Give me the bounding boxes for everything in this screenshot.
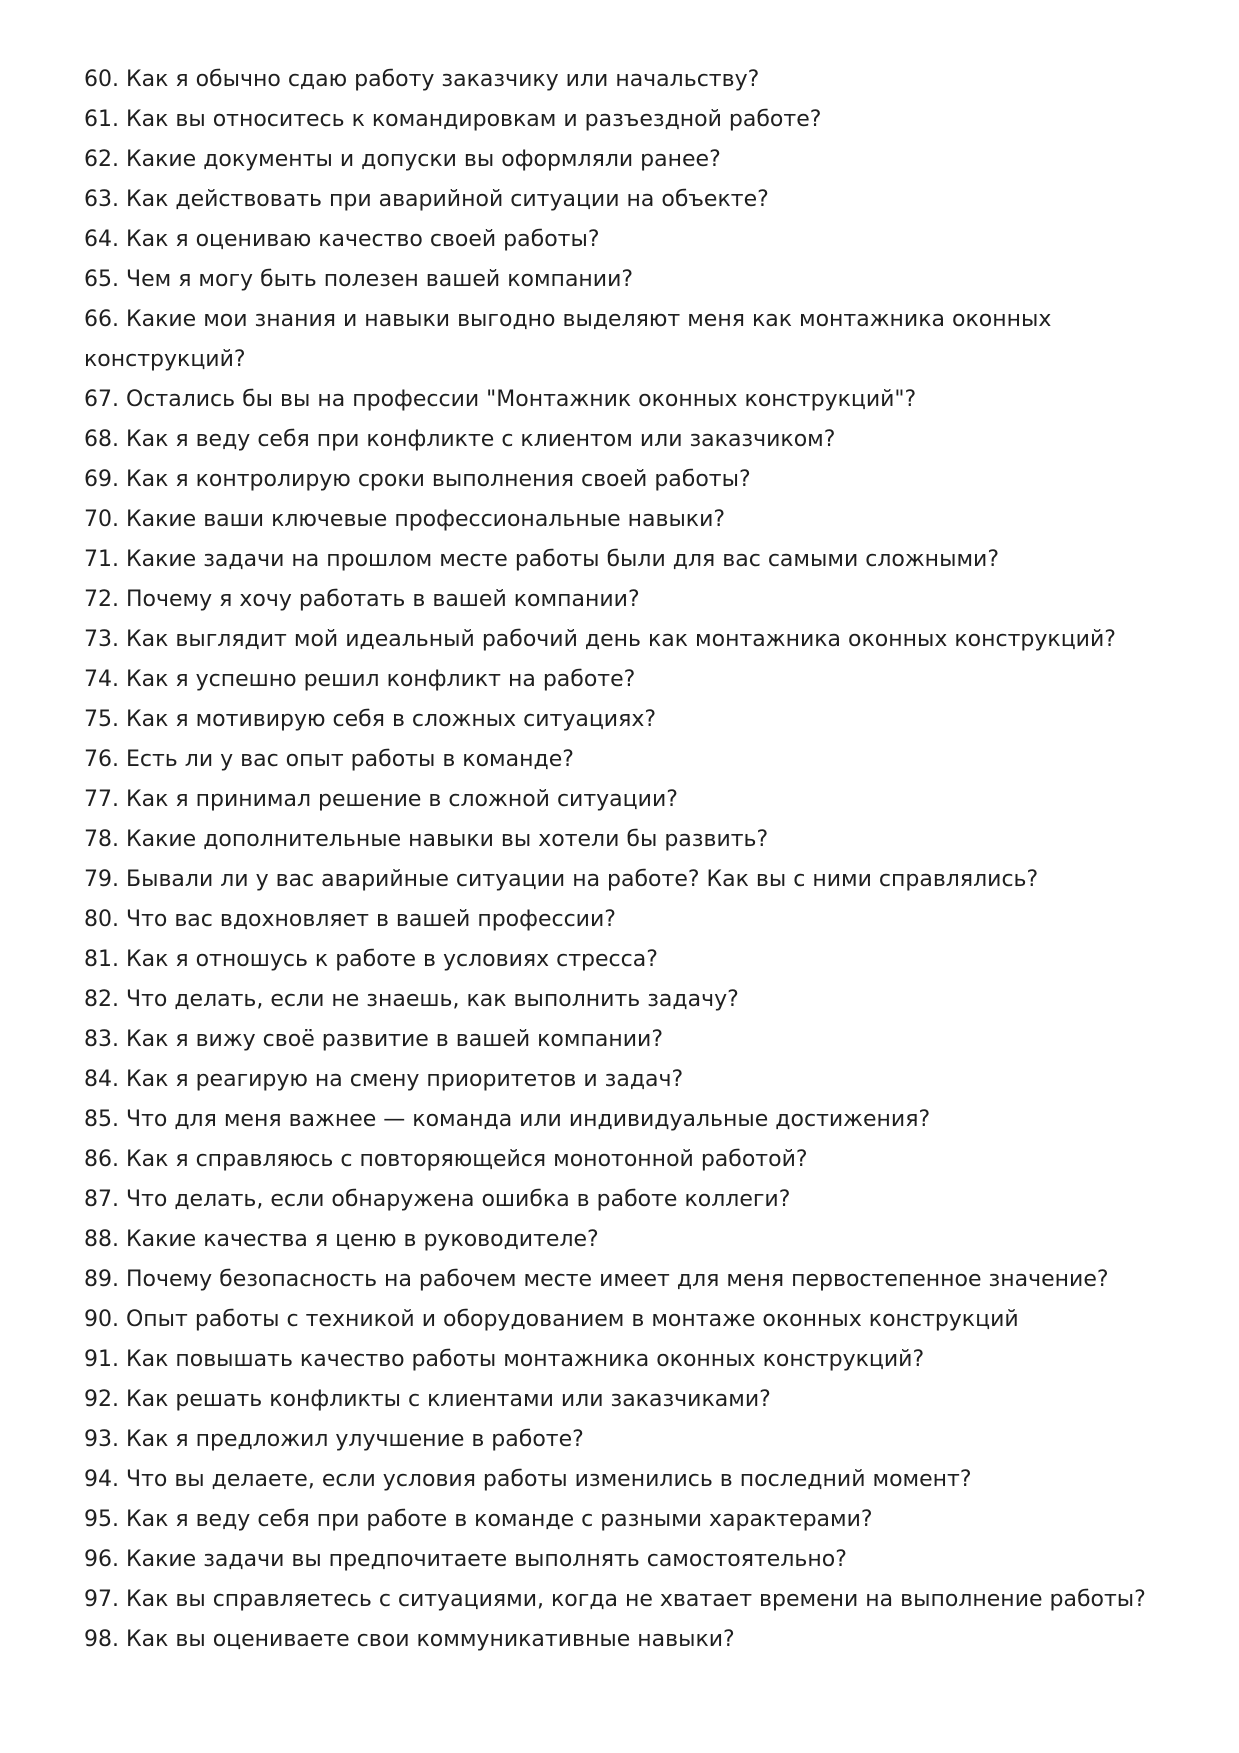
question-item: 80. Что вас вдохновляет в вашей профессии? bbox=[84, 907, 616, 932]
question-item: 89. Почему безопасность на рабочем месте имеет для меня первостепенное значение? bbox=[84, 1267, 1109, 1292]
question-item: 75. Как я мотивирую себя в сложных ситуациях? bbox=[84, 707, 657, 732]
question-item: 86. Как я справляюсь с повторяющейся монотонной работой? bbox=[84, 1147, 808, 1172]
question-item: 97. Как вы справляетесь с ситуациями, когда не хватает времени на выполнение работы? bbox=[84, 1587, 1146, 1612]
question-item: 76. Есть ли у вас опыт работы в команде? bbox=[84, 747, 574, 772]
question-item: 62. Какие документы и допуски вы оформляли ранее? bbox=[84, 147, 721, 172]
question-item: 96. Какие задачи вы предпочитаете выполнять самостоятельно? bbox=[84, 1547, 847, 1572]
question-item: 77. Как я принимал решение в сложной ситуации? bbox=[84, 787, 678, 812]
question-item: 87. Что делать, если обнаружена ошибка в работе коллеги? bbox=[84, 1187, 791, 1212]
question-item: 78. Какие дополнительные навыки вы хотели бы развить? bbox=[84, 827, 769, 852]
question-item: 92. Как решать конфликты с клиентами или заказчиками? bbox=[84, 1387, 771, 1412]
question-item: 94. Что вы делаете, если условия работы изменились в последний момент? bbox=[84, 1467, 972, 1492]
question-list bbox=[84, 60, 1164, 1660]
question-item: 84. Как я реагирую на смену приоритетов и задач? bbox=[84, 1067, 684, 1092]
question-item: 85. Что для меня важнее — команда или индивидуальные достижения? bbox=[84, 1107, 931, 1132]
question-item: 61. Как вы относитесь к командировкам и разъездной работе? bbox=[84, 107, 822, 132]
question-item: 88. Какие качества я ценю в руководителе? bbox=[84, 1227, 599, 1252]
question-item: 82. Что делать, если не знаешь, как выполнить задачу? bbox=[84, 987, 739, 1012]
question-item: 68. Как я веду себя при конфликте с клиентом или заказчиком? bbox=[84, 427, 836, 452]
question-item: 63. Как действовать при аварийной ситуации на объекте? bbox=[84, 187, 769, 212]
question-item: 83. Как я вижу своё развитие в вашей компании? bbox=[84, 1027, 664, 1052]
question-item: 65. Чем я могу быть полезен вашей компании? bbox=[84, 267, 634, 292]
question-item: 74. Как я успешно решил конфликт на работе? bbox=[84, 667, 636, 692]
question-item: 95. Как я веду себя при работе в команде с разными характерами? bbox=[84, 1507, 873, 1532]
question-item: 90. Опыт работы с техникой и оборудованием в монтаже оконных конструкций bbox=[84, 1307, 1019, 1332]
question-item: 81. Как я отношусь к работе в условиях стресса? bbox=[84, 947, 658, 972]
question-item: 71. Какие задачи на прошлом месте работы были для вас самыми сложными? bbox=[84, 547, 1000, 572]
question-item: 69. Как я контролирую сроки выполнения своей работы? bbox=[84, 467, 751, 492]
question-item: 66. Какие мои знания и навыки выгодно выделяют меня как монтажника оконных конструкций? bbox=[84, 307, 1052, 372]
question-item: 93. Как я предложил улучшение в работе? bbox=[84, 1427, 584, 1452]
question-item: 91. Как повышать качество работы монтажника оконных конструкций? bbox=[84, 1347, 925, 1372]
question-item: 73. Как выглядит мой идеальный рабочий день как монтажника оконных конструкций? bbox=[84, 627, 1116, 652]
question-item: 67. Остались бы вы на профессии "Монтажник оконных конструкций"? bbox=[84, 387, 917, 412]
question-item: 70. Какие ваши ключевые профессиональные навыки? bbox=[84, 507, 726, 532]
question-item: 72. Почему я хочу работать в вашей компании? bbox=[84, 587, 640, 612]
question-item: 60. Как я обычно сдаю работу заказчику или начальству? bbox=[84, 67, 760, 92]
question-item: 98. Как вы оцениваете свои коммуникативные навыки? bbox=[84, 1627, 735, 1652]
question-item: 64. Как я оцениваю качество своей работы? bbox=[84, 227, 600, 252]
question-item: 79. Бывали ли у вас аварийные ситуации на работе? Как вы с ними справлялись? bbox=[84, 867, 1039, 892]
